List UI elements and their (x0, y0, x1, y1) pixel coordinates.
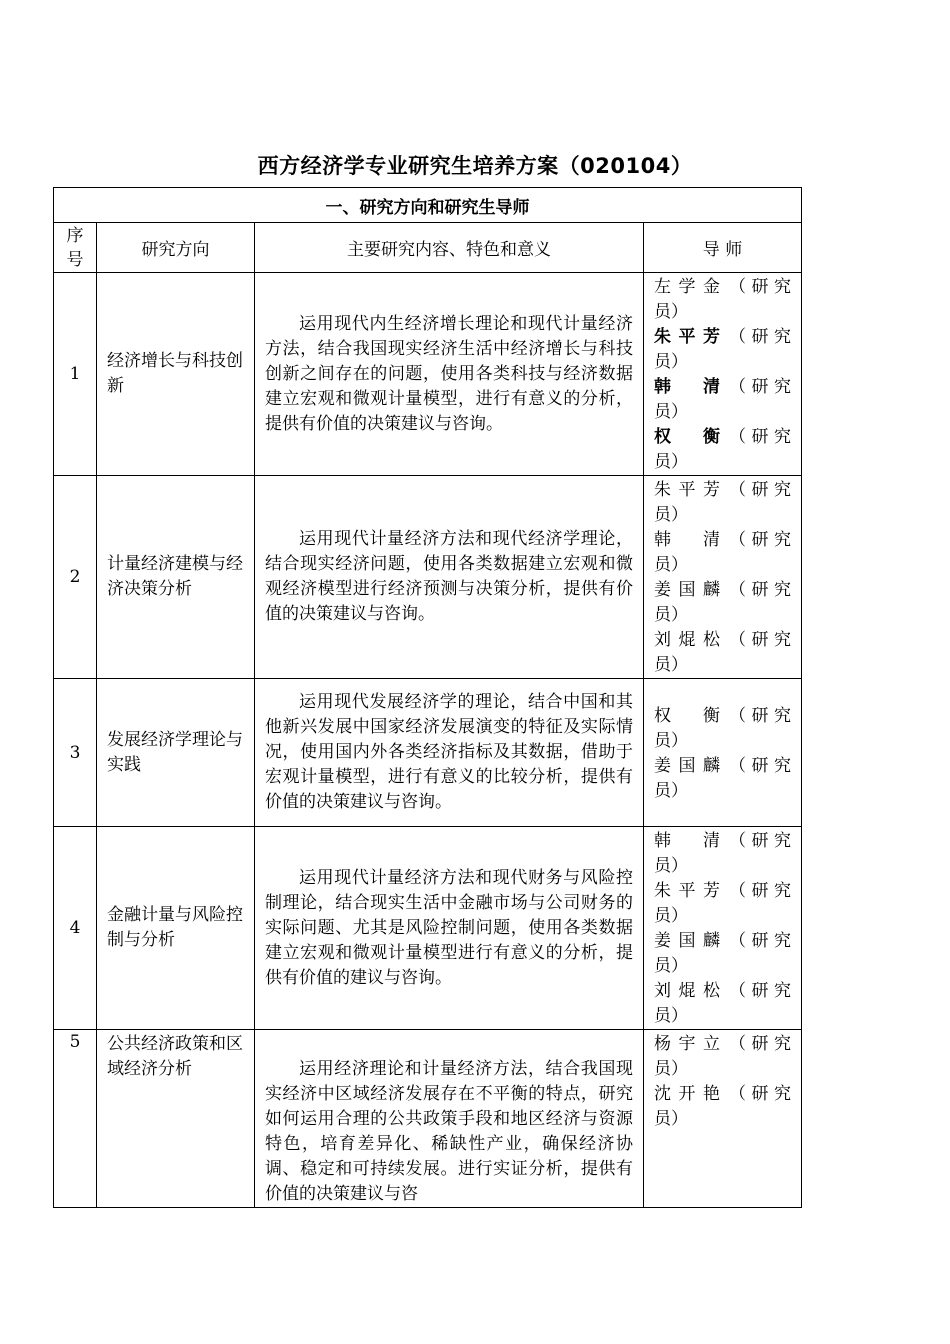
table-row (54, 679, 802, 827)
tutor-entry (654, 628, 791, 678)
tutor-name: 姜 国 麟 (654, 580, 720, 600)
tutor-name: 权 衡 (654, 427, 720, 447)
research-direction: 经济增长与科技创新 (97, 273, 255, 476)
header-content: 主要研究内容、特色和意义 (255, 223, 644, 273)
section-heading: 一、研究方向和研究生导师 (54, 188, 802, 223)
tutor-role-open: （ 研 究 (729, 277, 791, 297)
tutor-role-close: 员） (654, 906, 688, 926)
research-direction: 金融计量与风险控制与分析 (97, 827, 255, 1030)
tutor-entry (654, 1032, 791, 1082)
tutor-list (644, 273, 802, 476)
tutor-entry (654, 704, 791, 754)
tutor-role-open: （ 研 究 (729, 480, 791, 500)
tutor-entry (654, 979, 791, 1029)
tutor-entry (654, 754, 791, 804)
research-content: 运用现代发展经济学的理论，结合中国和其他新兴发展中国家经济发展演变的特征及实际情况，使用国内外各类经济指标及其数据，借助于宏观计量模型，进行有意义的比较分析，提供有价值的决策建议与咨询。 (255, 679, 644, 827)
tutor-name: 姜 国 麟 (654, 755, 720, 776)
research-content: 运用经济理论和计量经济方法，结合我国现实经济中区域经济发展存在不平衡的特点，研究如何运用合理的公共政策手段和地区经济与资源特色，培育差异化、稀缺性产业，确保经济协调、稳定和可持续发展。进行实证分析，提供有价值的决策建议与咨 (255, 1030, 644, 1208)
tutor-role-open: （ 研 究 (729, 630, 791, 650)
tutor-list (644, 476, 802, 679)
tutor-role-open: （ 研 究 (729, 377, 791, 397)
tutor-role-close: 员） (654, 302, 688, 322)
tutor-role-open: （ 研 究 (729, 1084, 791, 1104)
tutor-role-open: （ 研 究 (729, 705, 791, 726)
table-row (54, 1030, 802, 1208)
tutor-role-close: 员） (654, 452, 688, 472)
tutor-role-close: 员） (654, 956, 688, 976)
research-direction: 公共经济政策和区域经济分析 (97, 1030, 255, 1208)
table-row (54, 273, 802, 476)
row-number: 5 (54, 1030, 97, 1208)
tutor-entry (654, 528, 791, 578)
tutor-role-open: （ 研 究 (729, 1034, 791, 1054)
tutor-role-open: （ 研 究 (729, 755, 791, 776)
row-number: 4 (54, 827, 97, 1030)
tutor-role-open: （ 研 究 (729, 327, 791, 347)
tutor-role-close: 员） (654, 352, 688, 372)
tutor-role-open: （ 研 究 (729, 580, 791, 600)
tutor-role-open: （ 研 究 (729, 530, 791, 550)
row-number: 3 (54, 679, 97, 827)
row-number: 1 (54, 273, 97, 476)
program-table (53, 187, 802, 1208)
tutor-entry (654, 1082, 791, 1132)
header-no: 序 号 (54, 223, 97, 273)
tutor-list (644, 679, 802, 827)
tutor-name: 杨 宇 立 (654, 1034, 720, 1054)
tutor-name: 韩 清 (654, 831, 720, 851)
tutor-list (644, 827, 802, 1030)
tutor-name: 朱 平 芳 (654, 480, 720, 500)
tutor-entry (654, 478, 791, 528)
tutor-entry (654, 275, 791, 325)
tutor-name: 韩 清 (654, 530, 720, 550)
tutor-entry (654, 578, 791, 628)
research-direction: 发展经济学理论与实践 (97, 679, 255, 827)
tutor-entry (654, 829, 791, 879)
tutor-name: 刘 焜 松 (654, 981, 720, 1001)
tutor-name: 朱 平 芳 (654, 881, 720, 901)
tutor-entry (654, 325, 791, 375)
tutor-role-open: （ 研 究 (729, 881, 791, 901)
tutor-role-close: 员） (654, 780, 688, 801)
research-content: 运用现代内生经济增长理论和现代计量经济方法，结合我国现实经济生活中经济增长与科技创新之间存在的问题，使用各类科技与经济数据建立宏观和微观计量模型，进行有意义的分析，提供有价值的决策建议与咨询。 (255, 273, 644, 476)
tutor-role-close: 员） (654, 605, 688, 625)
tutor-role-close: 员） (654, 856, 688, 876)
tutor-name: 权 衡 (654, 705, 720, 726)
tutor-name: 刘 焜 松 (654, 630, 720, 650)
table-row (54, 476, 802, 679)
research-content: 运用现代计量经济方法和现代经济学理论，结合现实经济问题，使用各类数据建立宏观和微观经济模型进行经济预测与决策分析，提供有价值的决策建议与咨询。 (255, 476, 644, 679)
tutor-entry (654, 425, 791, 475)
header-direction: 研究方向 (97, 223, 255, 273)
research-content: 运用现代计量经济方法和现代财务与风险控制理论，结合现实生活中金融市场与公司财务的实际问题、尤其是风险控制问题，使用各类数据建立宏观和微观计量模型进行有意义的分析，提供有价值的建议与咨询。 (255, 827, 644, 1030)
tutor-role-close: 员） (654, 505, 688, 525)
tutor-role-close: 员） (654, 730, 688, 751)
tutor-role-close: 员） (654, 1059, 688, 1079)
tutor-role-open: （ 研 究 (729, 931, 791, 951)
tutor-role-open: （ 研 究 (729, 981, 791, 1001)
table-row (54, 827, 802, 1030)
tutor-list (644, 1030, 802, 1208)
tutor-role-close: 员） (654, 1109, 688, 1129)
tutor-role-close: 员） (654, 555, 688, 575)
tutor-role-open: （ 研 究 (729, 427, 791, 447)
tutor-name: 左 学 金 (654, 277, 720, 297)
tutor-role-close: 员） (654, 655, 688, 675)
row-number: 2 (54, 476, 97, 679)
tutor-name: 朱 平 芳 (654, 327, 720, 347)
tutor-name: 沈 开 艳 (654, 1084, 720, 1104)
tutor-role-close: 员） (654, 1006, 688, 1026)
tutor-name: 韩 清 (654, 377, 720, 397)
research-direction: 计量经济建模与经济决策分析 (97, 476, 255, 679)
tutor-entry (654, 929, 791, 979)
tutor-name: 姜 国 麟 (654, 931, 720, 951)
header-tutor: 导 师 (644, 223, 802, 273)
tutor-entry (654, 879, 791, 929)
tutor-role-open: （ 研 究 (729, 831, 791, 851)
table-header-row (54, 223, 802, 273)
tutor-role-close: 员） (654, 402, 688, 422)
document-title: 西方经济学专业研究生培养方案（020104） (257, 154, 693, 178)
tutor-entry (654, 375, 791, 425)
